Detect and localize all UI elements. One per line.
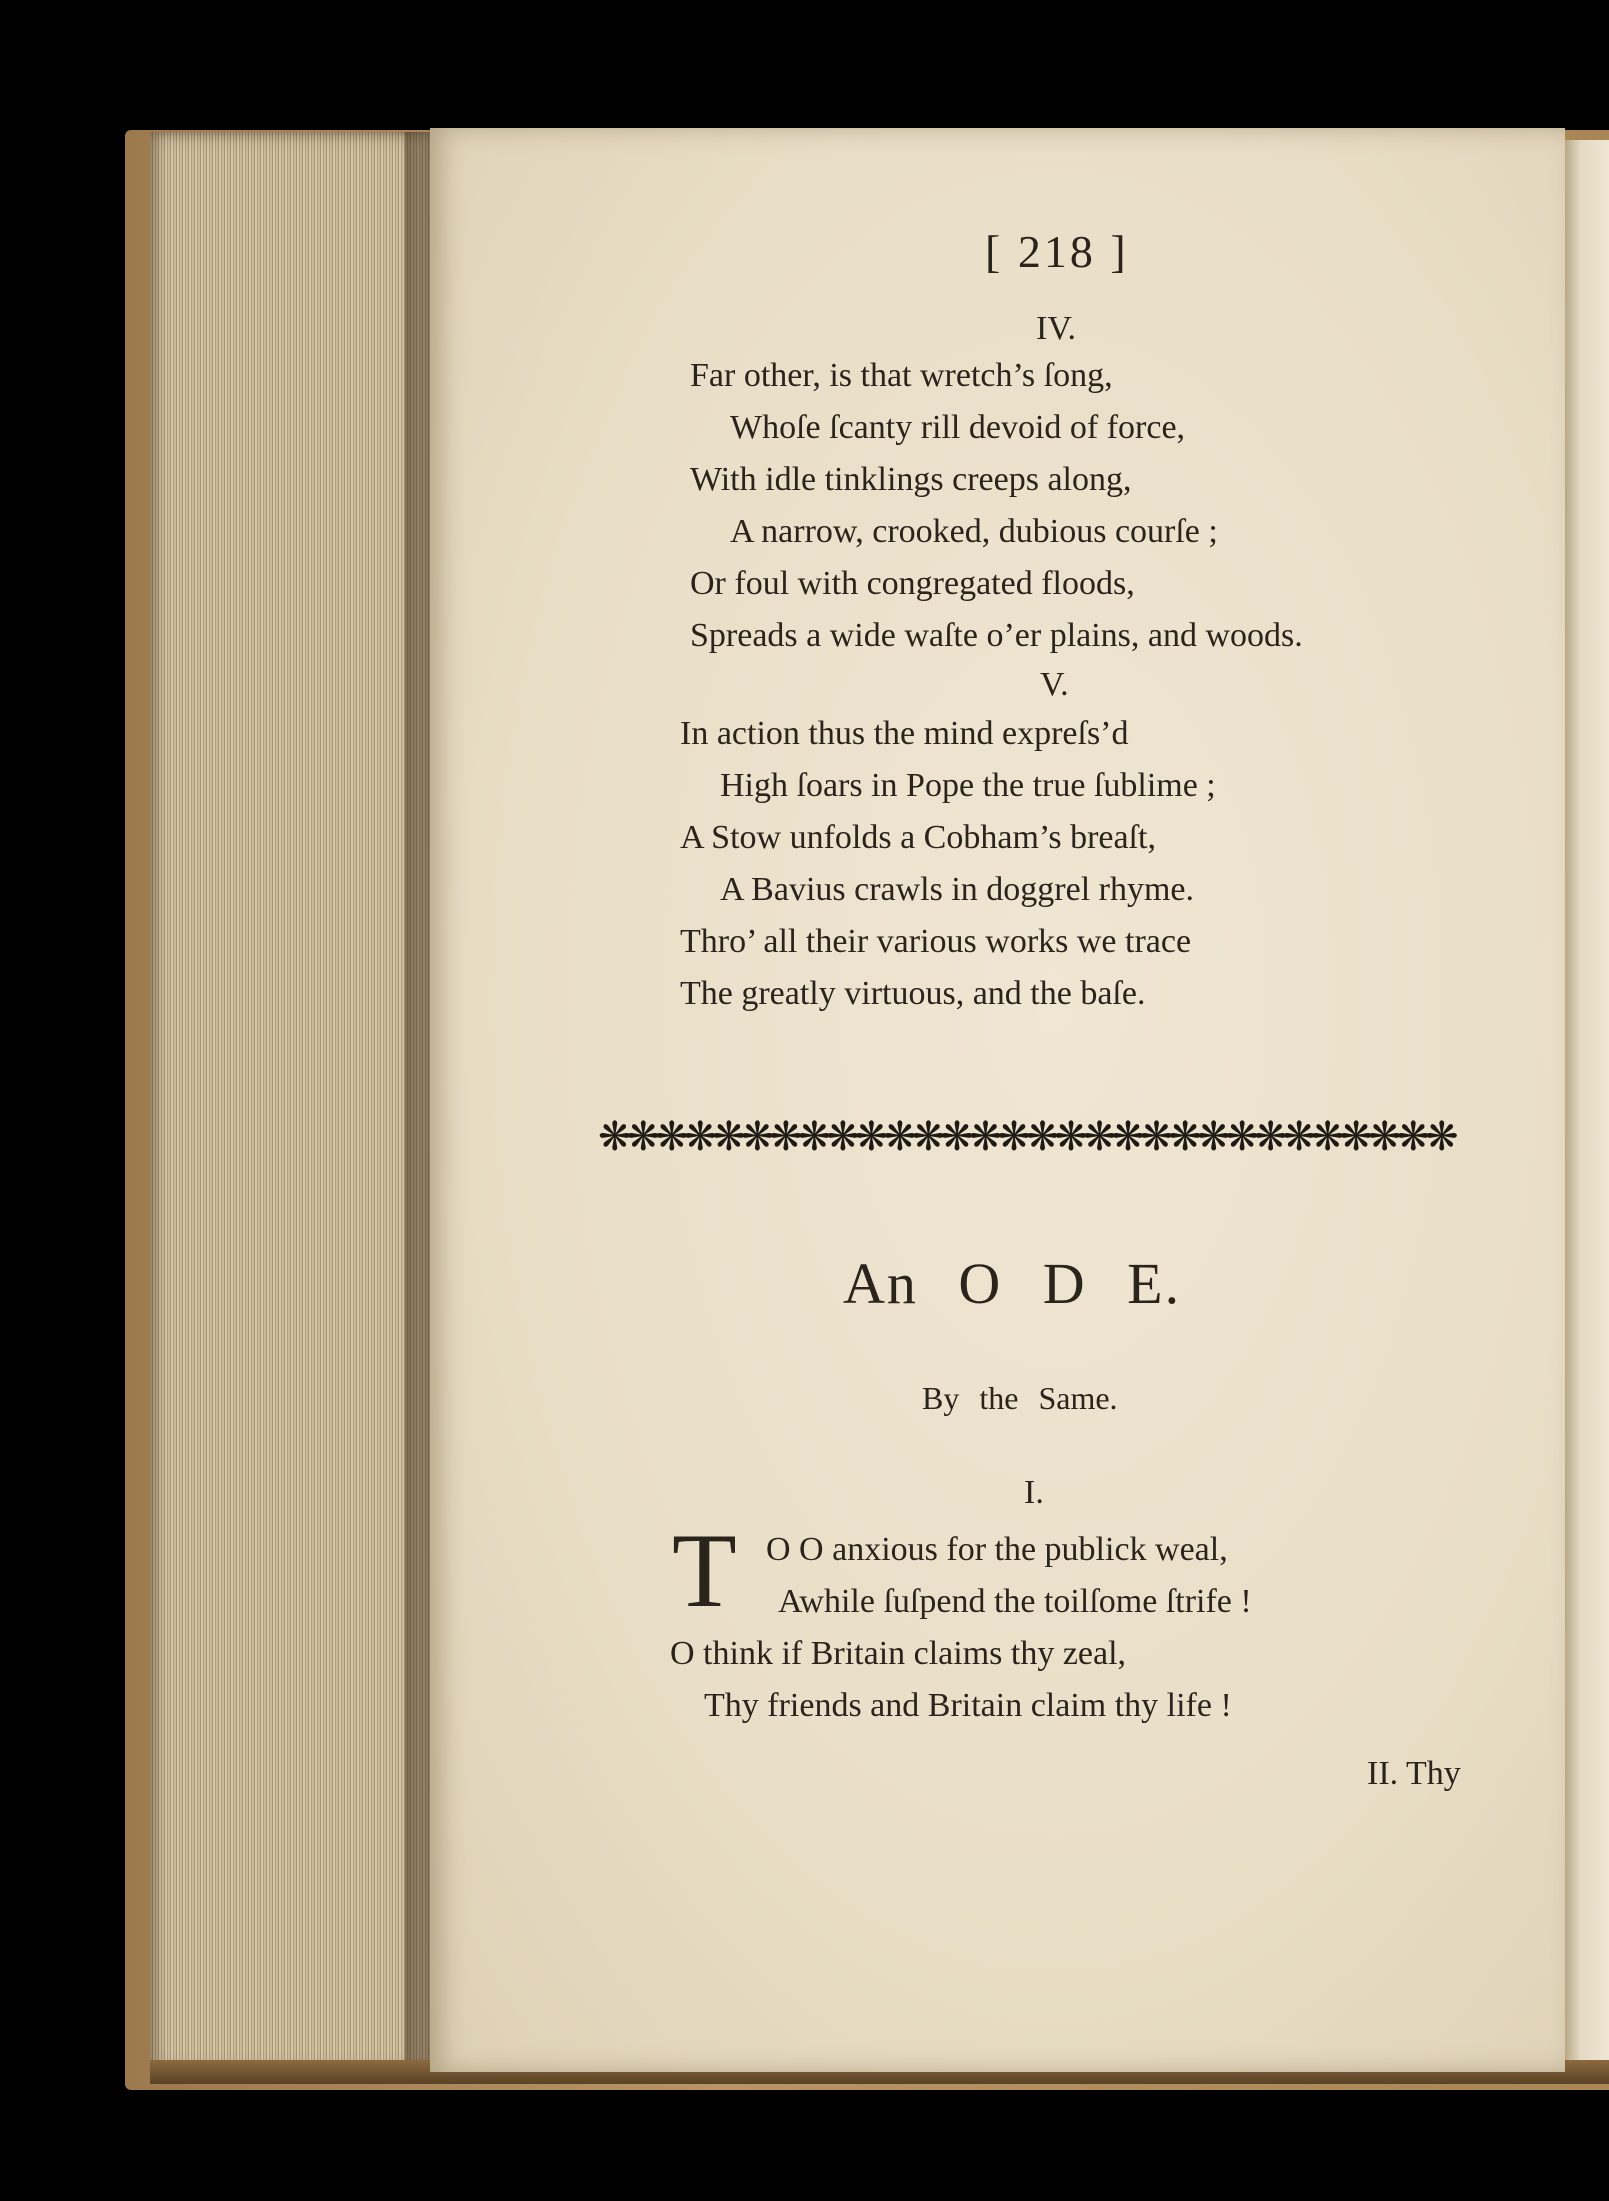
catchword: II. Thy	[1367, 1755, 1461, 1792]
verse-line: Far other, is that wretch’s ſong,	[690, 357, 1113, 394]
verse-line: With idle tinklings creeps along,	[690, 461, 1132, 498]
verse-line: A Bavius crawls in doggrel rhyme.	[720, 871, 1195, 908]
verse-line: A narrow, crooked, dubious courſe ;	[730, 513, 1218, 550]
verse-line: A Stow unfolds a Cobham’s breaſt,	[680, 819, 1156, 856]
byline: By the Same.	[922, 1380, 1118, 1416]
stanza-v-lines	[680, 708, 1216, 1020]
ode-line: Awhile ſuſpend the toilſome ſtrife !	[778, 1583, 1252, 1620]
stanza-number-iv: IV.	[1036, 310, 1076, 347]
verse-line: In action thus the mind expreſs’d	[680, 715, 1129, 752]
facing-page-edge	[1565, 140, 1609, 2060]
ode-title: An O D E.	[843, 1251, 1182, 1316]
ode-line: O O anxious for the publick weal,	[766, 1531, 1228, 1568]
stanza-iv-lines	[690, 350, 1303, 662]
verse-line: Spreads a wide waſte o’er plains, and woods.	[690, 617, 1303, 654]
drop-cap: T	[672, 1512, 737, 1629]
ornament-divider: ❋❋❋❋❋❋❋❋❋❋❋❋❋❋❋❋❋❋❋❋❋❋❋❋❋❋❋❋❋❋	[598, 1114, 1454, 1160]
stanza-number-v: V.	[1040, 666, 1069, 703]
ode-stanza-number: I.	[1024, 1474, 1044, 1511]
verse-line: High ſoars in Pope the true ſublime ;	[720, 767, 1216, 804]
ode-line: O think if Britain claims thy zeal,	[670, 1635, 1127, 1672]
verse-line: Thro’ all their various works we trace	[680, 923, 1192, 960]
verse-line: Or foul with congregated floods,	[690, 565, 1135, 602]
page-number: [ 218 ]	[985, 226, 1129, 277]
verse-line: The greatly virtuous, and the baſe.	[680, 975, 1146, 1012]
ode-line: Thy friends and Britain claim thy life !	[704, 1687, 1232, 1724]
page-edges	[150, 132, 435, 2072]
verse-line: Whoſe ſcanty rill devoid of force,	[730, 409, 1186, 446]
